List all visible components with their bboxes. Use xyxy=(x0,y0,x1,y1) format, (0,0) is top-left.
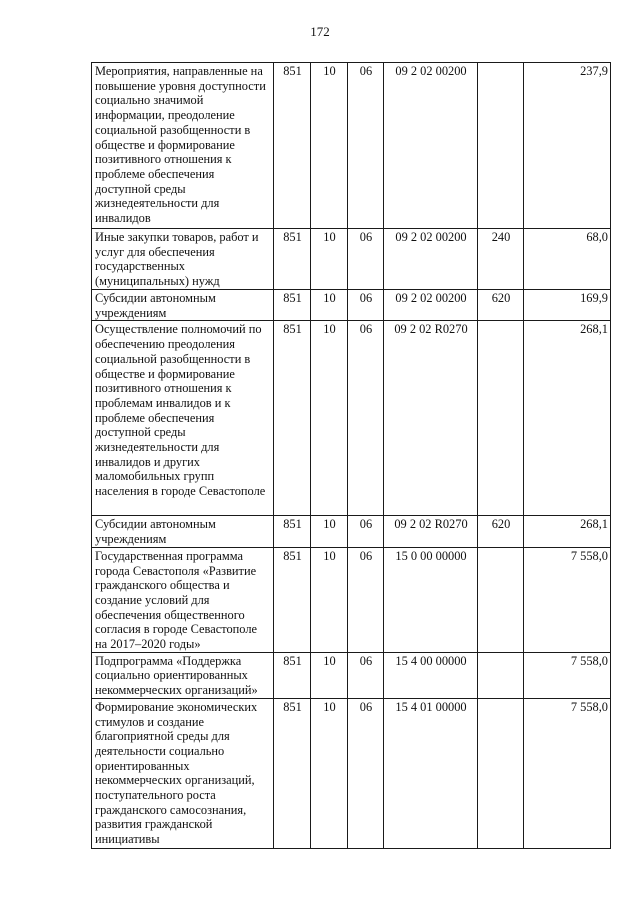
table-row xyxy=(92,229,611,290)
subsection-code-cell: 06 xyxy=(348,63,384,229)
table-row xyxy=(92,652,611,698)
amount-cell: 268,1 xyxy=(524,321,611,516)
row-name-cell: Государственная программа города Севастополя «Развитие гражданского общества и создание условий для обеспечения общественного согласия в городе Севастополе на 2017–2020 годы» xyxy=(92,547,274,652)
section-code-cell: 10 xyxy=(311,290,348,321)
expense-type-cell xyxy=(478,63,524,229)
department-code-cell: 851 xyxy=(274,698,311,848)
amount-cell: 7 558,0 xyxy=(524,547,611,652)
row-name-cell: Мероприятия, направленные на повышение уровня доступности социально значимой информации, преодоление социальной разобщенности в обществе и формирование позитивного отношения к проблеме обеспечения доступной среды жизнедеятельности для инвалидов xyxy=(92,63,274,229)
target-article-cell: 15 4 01 00000 xyxy=(384,698,478,848)
row-name-cell: Осуществление полномочий по обеспечению преодоления социальной разобщенности в обществе и формирование позитивного отношения к проблемам инвалидов и к проблеме обеспечения доступной среды жизнедеятельности для инвалидов и других маломобильных групп населения в городе Севастополе xyxy=(92,321,274,516)
amount-cell: 7 558,0 xyxy=(524,698,611,848)
target-article-cell: 09 2 02 00200 xyxy=(384,63,478,229)
department-code-cell: 851 xyxy=(274,229,311,290)
page-number: 172 xyxy=(310,24,330,39)
expense-type-cell xyxy=(478,652,524,698)
department-code-cell: 851 xyxy=(274,321,311,516)
row-name-cell: Субсидии автономным учреждениям xyxy=(92,290,274,321)
subsection-code-cell: 06 xyxy=(348,516,384,547)
expense-type-cell: 620 xyxy=(478,516,524,547)
target-article-cell: 09 2 02 R0270 xyxy=(384,321,478,516)
table-row xyxy=(92,547,611,652)
target-article-cell: 09 2 02 00200 xyxy=(384,290,478,321)
amount-cell: 237,9 xyxy=(524,63,611,229)
subsection-code-cell: 06 xyxy=(348,321,384,516)
row-name-cell: Иные закупки товаров, работ и услуг для обеспечения государственных (муниципальных) нужд xyxy=(92,229,274,290)
subsection-code-cell: 06 xyxy=(348,547,384,652)
section-code-cell: 10 xyxy=(311,547,348,652)
subsection-code-cell: 06 xyxy=(348,290,384,321)
target-article-cell: 15 0 00 00000 xyxy=(384,547,478,652)
target-article-cell: 09 2 02 R0270 xyxy=(384,516,478,547)
budget-table xyxy=(91,62,611,849)
table-row xyxy=(92,63,611,229)
expense-type-cell xyxy=(478,698,524,848)
expense-type-cell xyxy=(478,321,524,516)
table-row xyxy=(92,290,611,321)
section-code-cell: 10 xyxy=(311,229,348,290)
amount-cell: 268,1 xyxy=(524,516,611,547)
table-row xyxy=(92,321,611,516)
row-name-cell: Подпрограмма «Поддержка социально ориентированных некоммерческих организаций» xyxy=(92,652,274,698)
expense-type-cell xyxy=(478,547,524,652)
subsection-code-cell: 06 xyxy=(348,652,384,698)
expense-type-cell: 620 xyxy=(478,290,524,321)
amount-cell: 169,9 xyxy=(524,290,611,321)
department-code-cell: 851 xyxy=(274,63,311,229)
department-code-cell: 851 xyxy=(274,547,311,652)
row-name-cell: Субсидии автономным учреждениям xyxy=(92,516,274,547)
section-code-cell: 10 xyxy=(311,652,348,698)
subsection-code-cell: 06 xyxy=(348,229,384,290)
department-code-cell: 851 xyxy=(274,516,311,547)
department-code-cell: 851 xyxy=(274,290,311,321)
amount-cell: 7 558,0 xyxy=(524,652,611,698)
section-code-cell: 10 xyxy=(311,516,348,547)
target-article-cell: 15 4 00 00000 xyxy=(384,652,478,698)
section-code-cell: 10 xyxy=(311,698,348,848)
subsection-code-cell: 06 xyxy=(348,698,384,848)
section-code-cell: 10 xyxy=(311,321,348,516)
expense-type-cell: 240 xyxy=(478,229,524,290)
table-row xyxy=(92,698,611,848)
target-article-cell: 09 2 02 00200 xyxy=(384,229,478,290)
table-row xyxy=(92,516,611,547)
amount-cell: 68,0 xyxy=(524,229,611,290)
row-name-cell: Формирование экономических стимулов и создание благоприятной среды для деятельности социально ориентированных некоммерческих организаций, поступательного роста гражданского самосознания, развития гражданской инициативы xyxy=(92,698,274,848)
section-code-cell: 10 xyxy=(311,63,348,229)
department-code-cell: 851 xyxy=(274,652,311,698)
